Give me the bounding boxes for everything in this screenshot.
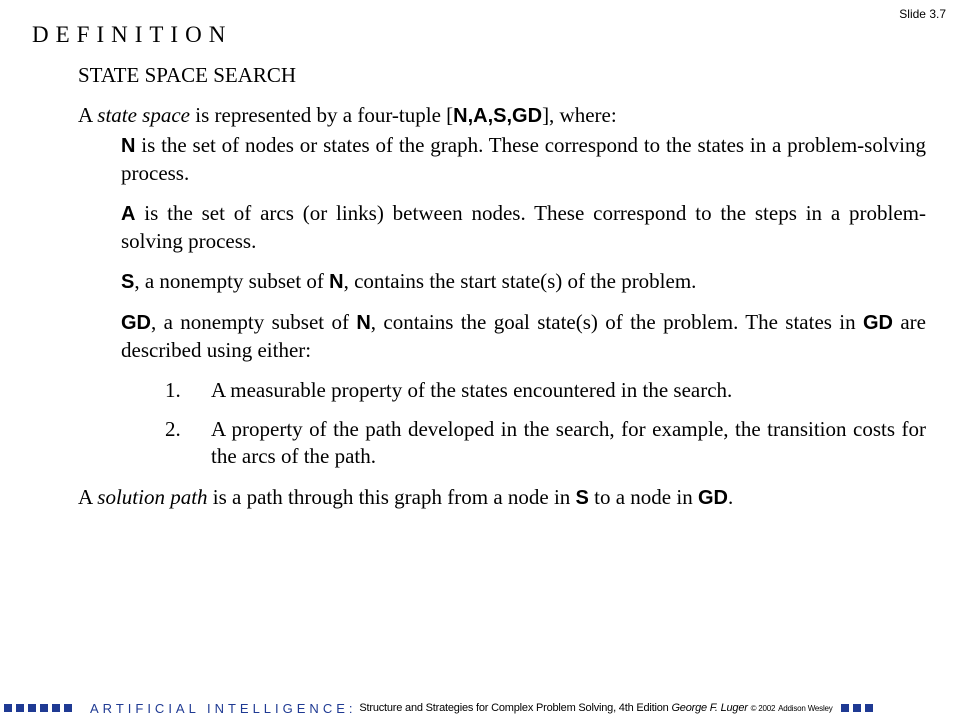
- slide-number: Slide 3.7: [899, 7, 946, 21]
- slide-content: [78, 62, 926, 512]
- gd-text-1: , a nonempty subset of: [151, 310, 357, 334]
- footer-copyright: © 2002: [750, 704, 776, 713]
- footer-squares-right: [841, 704, 877, 712]
- section-title: DEFINITION: [32, 22, 233, 47]
- solution-text-3: to a node in: [588, 485, 698, 509]
- intro-text-2: is represented by a four-tuple [: [190, 103, 454, 127]
- s-text-2: , contains the start state(s) of the problem.: [343, 269, 697, 293]
- footer-ai-title: ARTIFICIAL INTELLIGENCE:: [90, 700, 357, 716]
- footer-book-info: [357, 702, 833, 714]
- footer-author: George F. Luger: [671, 702, 748, 714]
- criteria-list: [165, 377, 926, 470]
- list-item: [165, 377, 926, 404]
- square-icon: [64, 704, 72, 712]
- square-icon: [853, 704, 861, 712]
- solution-s-symbol: S: [575, 487, 589, 509]
- footer-squares-left: [4, 704, 76, 712]
- a-text: is the set of arcs (or links) between nodes. These correspond to the steps in a problem-solving process.: [121, 201, 926, 253]
- solution-text-1: A: [78, 485, 98, 509]
- list-item-text: A measurable property of the states encountered in the search.: [211, 378, 733, 402]
- intro-text-3: ], where:: [542, 103, 617, 127]
- s-symbol: S: [121, 271, 135, 293]
- square-icon: [16, 704, 24, 712]
- n-symbol: N: [121, 135, 136, 157]
- solution-path-term: solution path: [97, 485, 208, 509]
- gd-definition: [121, 309, 926, 364]
- list-item-number: 2.: [165, 417, 181, 441]
- n-text: is the set of nodes or states of the graph. These correspond to the states in a problem-solving process.: [121, 133, 926, 185]
- list-item: [165, 416, 926, 470]
- slide-heading: STATE SPACE SEARCH: [78, 63, 297, 87]
- a-symbol: A: [121, 203, 136, 225]
- square-icon: [841, 704, 849, 712]
- gd-text-3: are described using either:: [121, 310, 926, 362]
- square-icon: [28, 704, 36, 712]
- state-space-term: state space: [97, 103, 190, 127]
- square-icon: [4, 704, 12, 712]
- gd-text-2: , contains the goal state(s) of the problem. The states in: [370, 310, 863, 334]
- list-item-text: A property of the path developed in the search, for example, the transition costs for the arcs of the path.: [211, 417, 926, 468]
- tuple-symbol: N,A,S,GD: [453, 105, 543, 127]
- square-icon: [52, 704, 60, 712]
- a-definition: [121, 200, 926, 255]
- solution-gd-symbol: GD: [697, 487, 728, 509]
- gd-n-symbol: N: [356, 312, 371, 334]
- n-definition: [121, 132, 926, 187]
- s-n-symbol: N: [329, 271, 344, 293]
- s-text-1: , a nonempty subset of: [134, 269, 330, 293]
- intro-text-1: A: [78, 103, 98, 127]
- gd-symbol: GD: [121, 312, 151, 334]
- list-item-number: 1.: [165, 378, 181, 402]
- footer-book-title: Structure and Strategies for Complex Problem Solving, 4th Edition: [359, 702, 669, 714]
- solution-paragraph: [78, 484, 926, 512]
- gd-symbol-2: GD: [863, 312, 893, 334]
- s-definition: [121, 268, 926, 296]
- solution-text-4: .: [727, 485, 734, 509]
- footer-publisher: Addison Wesley: [778, 704, 833, 713]
- footer-bar: [0, 698, 960, 718]
- square-icon: [865, 704, 873, 712]
- solution-text-2: is a path through this graph from a node in: [207, 485, 576, 509]
- square-icon: [40, 704, 48, 712]
- intro-paragraph: [78, 102, 926, 130]
